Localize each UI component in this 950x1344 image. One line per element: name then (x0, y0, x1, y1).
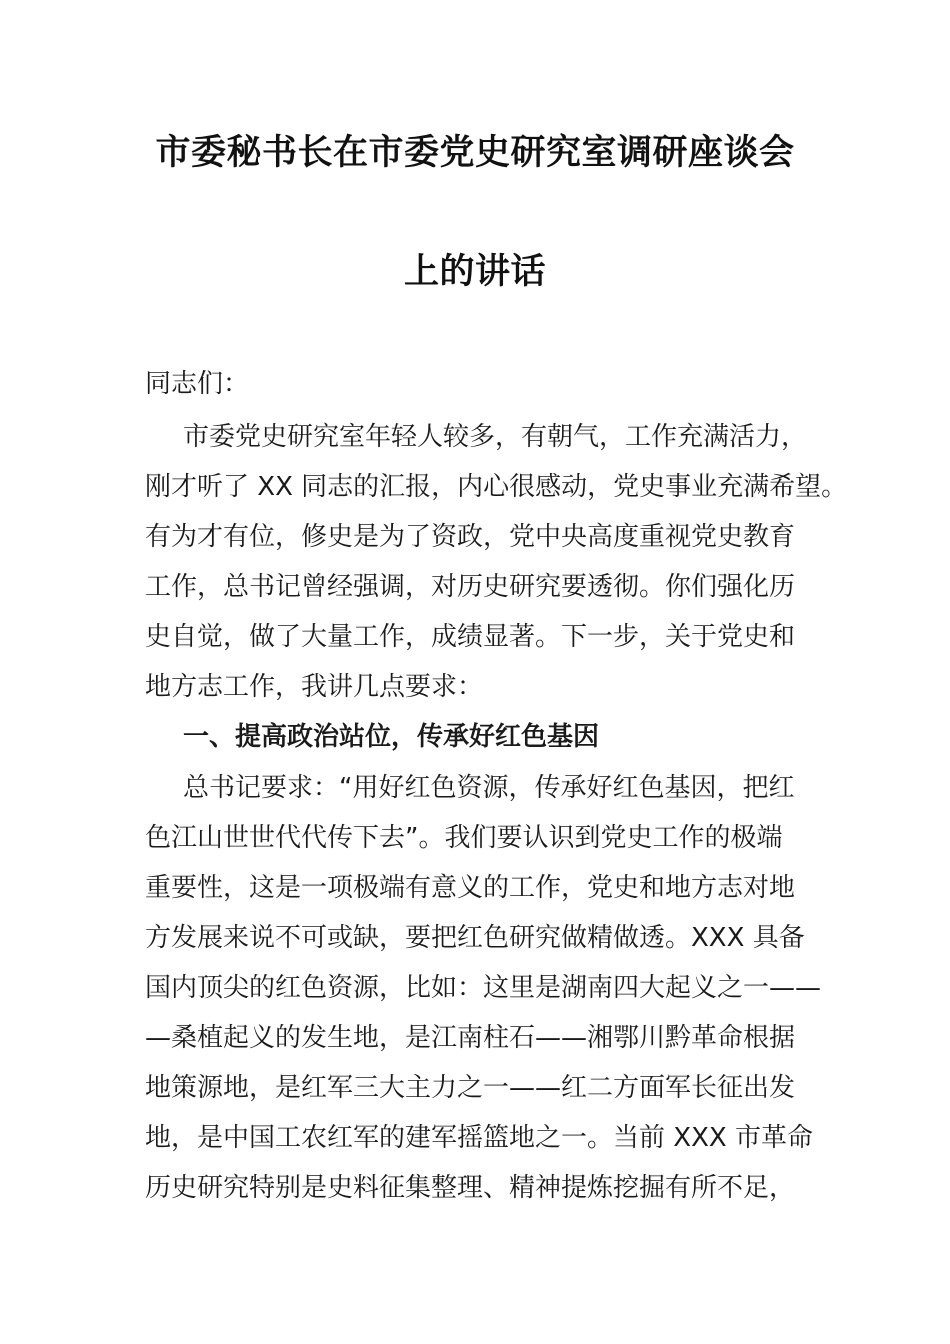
paragraph-1-line: 刚才听了 XX 同志的汇报，内心很感动，党史事业充满希望。 (145, 472, 848, 502)
paragraph-2-line: 地策源地，是红军三大主力之一——红二方面军长征出发 (145, 1073, 796, 1103)
paragraph-1-line: 工作，总书记曾经强调，对历史研究要透彻。你们强化历 (145, 572, 796, 602)
paragraph-2-line: 地，是中国工农红军的建军摇篮地之一。当前 XXX 市革命 (145, 1123, 813, 1153)
document-title-line-2: 上的讲话 (403, 252, 546, 292)
paragraph-1-line: 地方志工作，我讲几点要求： (145, 672, 484, 702)
paragraph-1-line: 市委党史研究室年轻人较多，有朝气，工作充满活力， (183, 422, 808, 452)
document-title-line-1: 市委秘书长在市委党史研究室调研座谈会 (155, 133, 795, 173)
paragraph-2-line: 色江山世世代代传下去”。我们要认识到党史工作的极端 (145, 823, 783, 853)
paragraph-1-line: 史自觉，做了大量工作，成绩显著。下一步，关于党史和 (145, 622, 796, 652)
paragraph-2-line: 重要性，这是一项极端有意义的工作，党史和地方志对地 (145, 873, 796, 903)
section-heading-1: 一、提高政治站位，传承好红色基因 (183, 722, 600, 752)
paragraph-2-line: 国内顶尖的红色资源，比如：这里是湖南四大起义之一—— (145, 973, 822, 1003)
paragraph-2-line: 总书记要求：“用好红色资源，传承好红色基因，把红 (183, 773, 795, 803)
paragraph-2-line: 方发展来说不可或缺，要把红色研究做精做透。XXX 具备 (145, 923, 805, 953)
paragraph-2-line: —桑植起义的发生地，是江南柱石——湘鄂川黔革命根据 (145, 1023, 796, 1053)
paragraph-1-line: 有为才有位，修史是为了资政，党中央高度重视党史教育 (145, 522, 796, 552)
salutation: 同志们： (145, 369, 250, 399)
paragraph-2-line: 历史研究特别是史料征集整理、精神提炼挖掘有所不足， (145, 1173, 796, 1203)
